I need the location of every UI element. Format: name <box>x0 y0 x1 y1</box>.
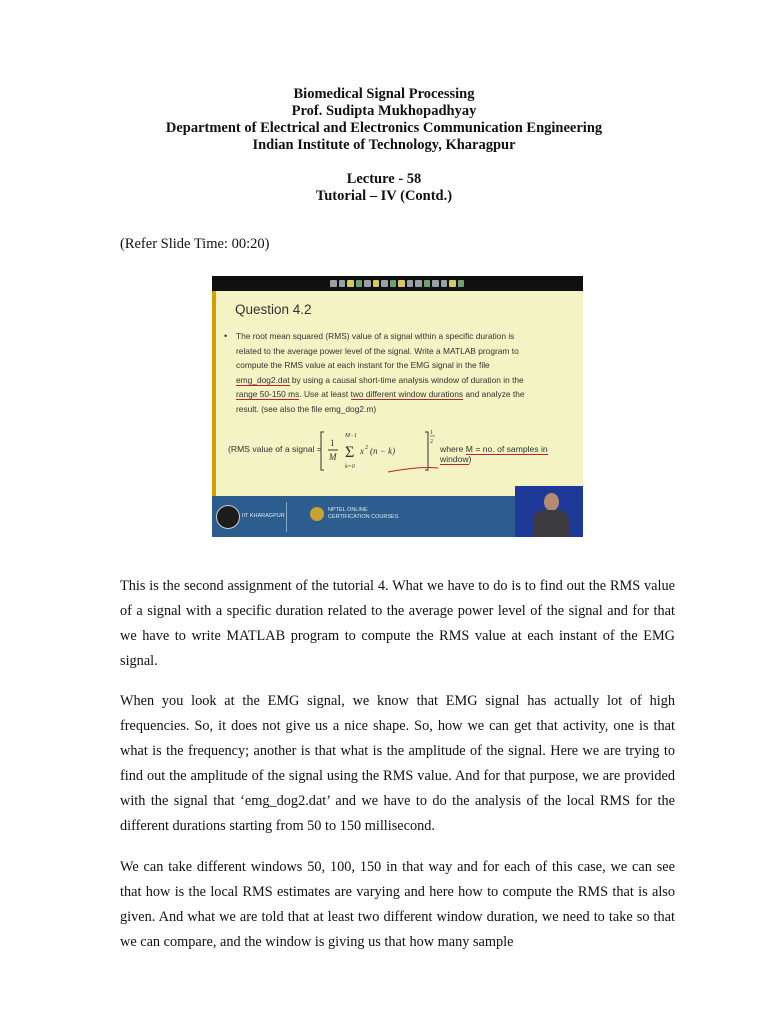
formula-label: (RMS value of a signal = <box>228 444 322 454</box>
svg-text:2: 2 <box>365 445 368 451</box>
slide-title: Question 4.2 <box>235 302 312 317</box>
text-icon <box>407 280 414 287</box>
iit-logo-icon <box>216 505 240 529</box>
slide-line: emg_dog2.dat by using a causal short-time analysis window of duration in the <box>236 374 524 385</box>
pen-icon <box>330 280 337 287</box>
annotation-toolbar <box>330 279 464 288</box>
lecture-slide <box>212 276 583 537</box>
svg-text:1: 1 <box>430 430 433 436</box>
pen-icon <box>398 280 405 287</box>
svg-text:M: M <box>329 452 337 462</box>
slide-line: range 50-150 ms. Use at least two different window durations and analyze the <box>236 389 525 400</box>
svg-text:k=0: k=0 <box>345 464 355 470</box>
underlined-range: range 50-150 ms <box>236 389 300 400</box>
rms-equation <box>320 426 438 474</box>
iit-logo-text: IIT KHARAGPUR <box>242 513 285 519</box>
tutorial-title: Tutorial – IV (Contd.) <box>315 188 453 204</box>
presenter-body <box>533 510 569 537</box>
shape-icon <box>373 280 380 287</box>
slide-accent-bar <box>212 291 216 496</box>
institute-name: Indian Institute of Technology, Kharagpur <box>252 137 516 153</box>
pen-icon <box>364 280 371 287</box>
bullet-icon: • <box>224 331 228 341</box>
undo-icon <box>441 280 448 287</box>
refer-slide-time: (Refer Slide Time: 00:20) <box>120 236 270 252</box>
department-name: Department of Electrical and Electronics Communication Engineering <box>165 120 603 136</box>
slide-line: result. (see also the file emg_dog2.m) <box>236 403 377 414</box>
clear-icon <box>458 280 465 287</box>
course-title: Biomedical Signal Processing <box>293 86 475 102</box>
slide-toolbar-bar <box>212 276 583 291</box>
svg-text:(n − k): (n − k) <box>370 446 396 456</box>
pen-icon <box>381 280 388 287</box>
paragraph: This is the second assignment of the tutorial 4. What we have to do is to find out the RMS value of a signal with a specific duration related to the average power level of the signal and for that we have to write MATLAB program to compute the RMS value at each instant of the EMG signal. <box>120 578 675 670</box>
presenter-video-thumbnail <box>515 486 583 537</box>
pen-icon <box>339 280 346 287</box>
svg-text:M−1: M−1 <box>345 433 358 439</box>
pen-icon <box>449 280 456 287</box>
paragraph: When you look at the EMG signal, we know that EMG signal has actually lot of high frequencies. So, it does not give us a nice shape. So, how we can get that activity, one is that what is the frequency; another is that what is the amplitude of the signal. Here we are trying to find out the amplitude of the signal using the RMS value. And for that purpose, we are provided with the signal that ‘emg_dog2.dat’ and we have to do the analysis of the local RMS for the different durations starting from 50 to 150 millisecond. <box>120 693 675 835</box>
professor-name: Prof. Sudipta Mukhopadhyay <box>291 103 477 119</box>
paragraph: We can take different windows 50, 100, 150 in that way and for each of this case, we can see that how is the local RMS estimates are varying and here how to compute the RMS that is also given. And what we are told that at least two different window duration, we need to take so that we can compare, and the window is giving us that how many sample <box>120 859 675 951</box>
formula-where: where M = no. of samples in window) <box>440 444 548 464</box>
nptel-logo-text: NPTEL ONLINE CERTIFICATION COURSES <box>328 507 399 520</box>
slide-question-text <box>236 329 571 417</box>
eraser-icon <box>356 280 363 287</box>
color-icon <box>390 280 397 287</box>
slide-line: related to the average power level of the signal. Write a MATLAB program to <box>236 345 519 356</box>
lecture-number: Lecture - 58 <box>346 171 422 187</box>
presenter-head <box>544 493 559 511</box>
pen-icon <box>415 280 422 287</box>
underlined-window-durations: two different window durations <box>350 389 464 400</box>
underlined-filename: emg_dog2.dat <box>236 374 290 385</box>
footer-divider <box>286 502 287 532</box>
svg-text:2: 2 <box>430 439 433 445</box>
highlighter-icon <box>347 280 354 287</box>
svg-text:1: 1 <box>330 438 335 448</box>
color-icon <box>424 280 431 287</box>
pen-icon <box>432 280 439 287</box>
document-header <box>0 86 768 205</box>
svg-text:Σ: Σ <box>345 444 355 461</box>
rms-formula <box>228 426 573 474</box>
slide-line: compute the RMS value at each instant for the EMG signal in the file <box>236 360 490 371</box>
nptel-logo-icon <box>310 507 324 521</box>
svg-text:x: x <box>360 446 364 456</box>
underlined-samples-definition: M = no. of samples in window <box>440 444 548 464</box>
slide-line: The root mean squared (RMS) value of a signal within a specific duration is <box>236 331 515 341</box>
